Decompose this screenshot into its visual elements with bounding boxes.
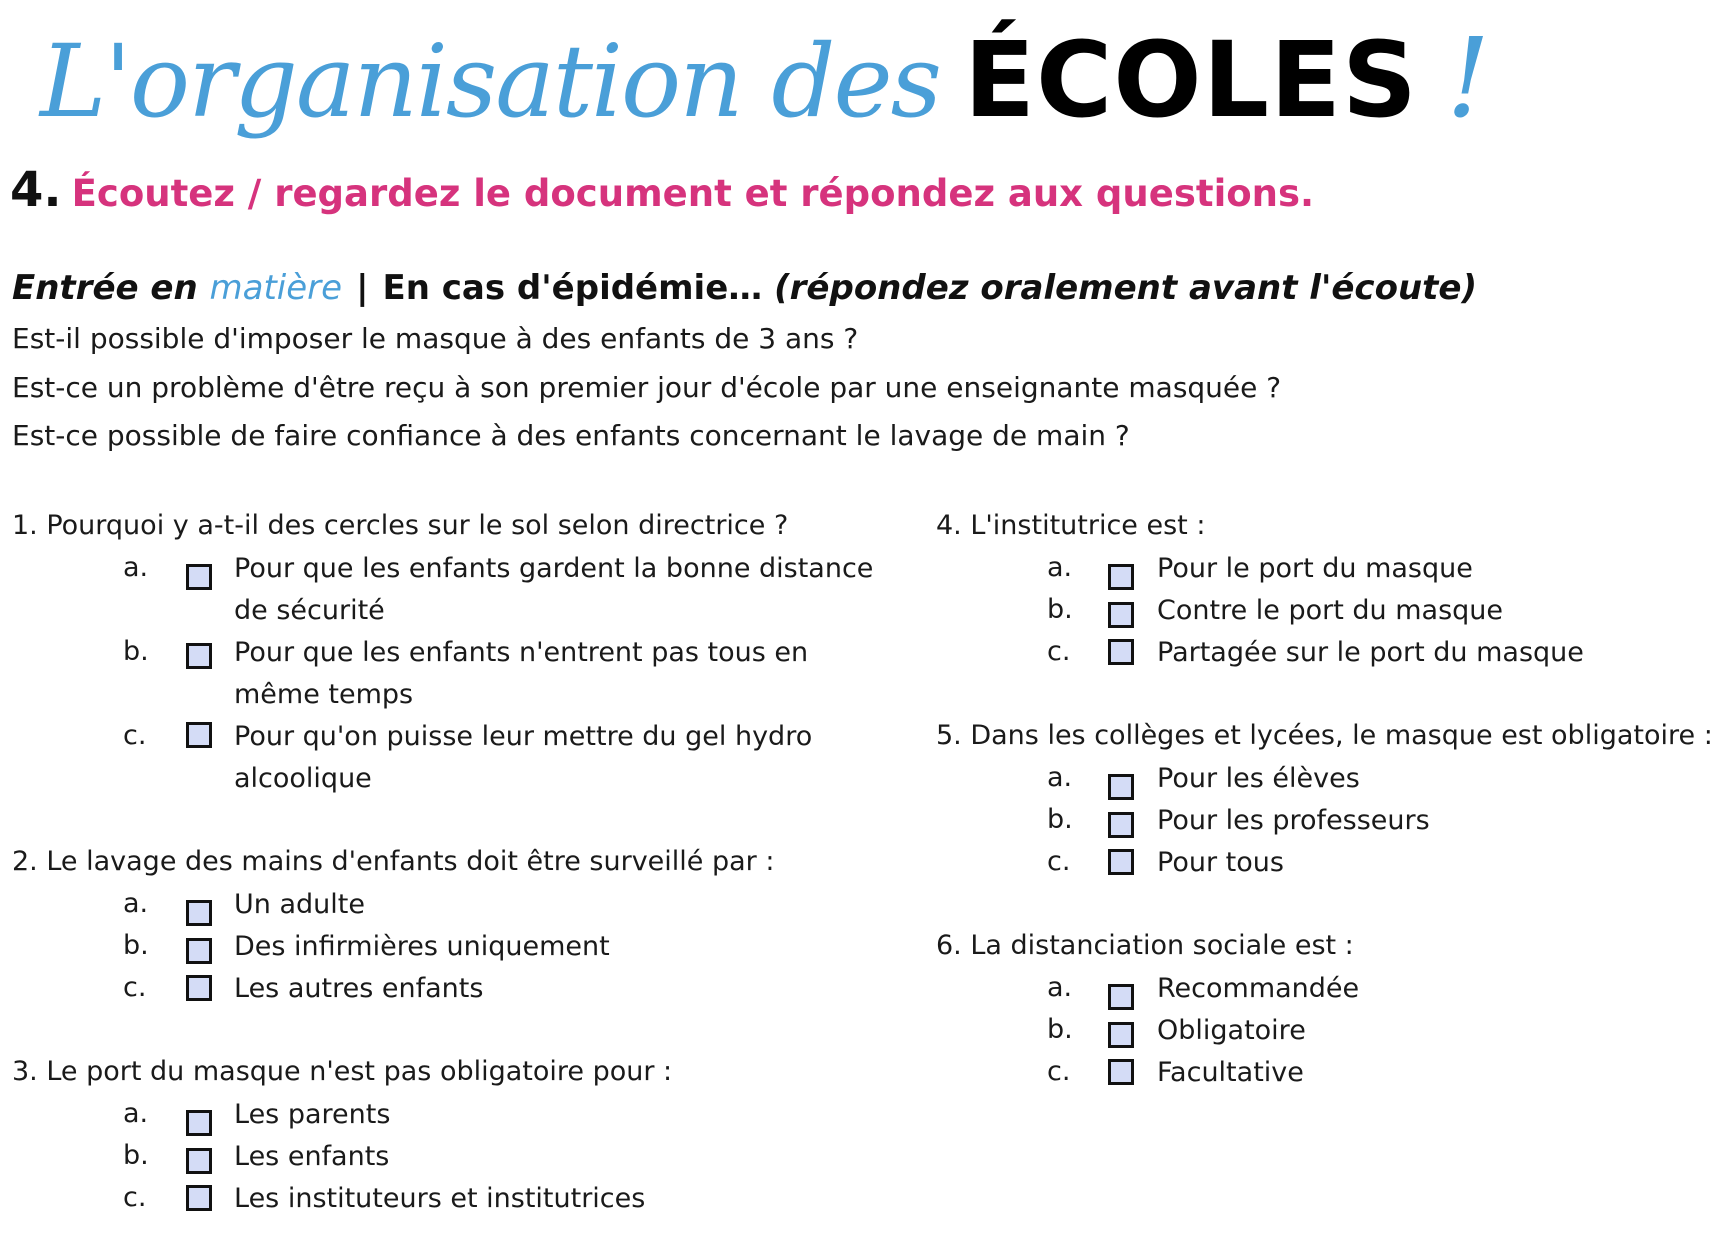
q4-option-c-text: Partagée sur le port du masque [1157,637,1584,668]
q5-option-a-text: Pour les élèves [1157,763,1360,794]
q2-option-c-letter: c. [123,972,147,1003]
intro-heading-part2: En cas d'épidémie… [382,268,763,308]
intro-heading-blue: matière [209,268,343,308]
q5-option-c-letter: c. [1047,846,1071,877]
intro-heading-part3: (répondez oralement avant l'écoute) [774,268,1478,308]
instruction-text: Écoutez / regardez le document et répondez aux questions. [71,172,1315,215]
q3-option-c-letter: c. [123,1182,147,1213]
q6-option-a-text: Recommandée [1157,973,1360,1004]
q1-option-a-letter: a. [123,552,149,583]
q1-option-c-checkbox[interactable] [186,722,212,748]
page-title [40,8,1680,148]
q6-option-c-letter: c. [1047,1056,1071,1087]
q3-option-c-text: Les instituteurs et institutrices [234,1183,646,1214]
q2-option-a-checkbox[interactable] [186,900,212,926]
q3-option-b-text: Les enfants [234,1141,390,1172]
intro-question-2: Est-ce un problème d'être reçu à son premier jour d'école par une enseignante masquée ? [12,371,1282,404]
q2-option-b-checkbox[interactable] [186,938,212,964]
question-1: 1. Pourquoi y a-t-il des cercles sur le sol selon directrice ? [12,510,789,541]
intro-heading-part1: Entrée en [12,268,198,308]
q6-option-c-checkbox[interactable] [1108,1059,1134,1085]
q3-option-a-letter: a. [123,1098,149,1129]
q2-option-a-text: Un adulte [234,889,365,920]
q2-option-b-letter: b. [123,930,149,961]
title-exclamation: ! [1445,14,1491,142]
q6-option-a-letter: a. [1047,972,1073,1003]
q4-option-b-letter: b. [1047,594,1073,625]
q1-option-c-text: Pour qu'on puisse leur mettre du gel hydro alcoolique [234,721,813,794]
q6-option-b-checkbox[interactable] [1108,1022,1134,1048]
q6-option-a-checkbox[interactable] [1108,984,1134,1010]
q1-option-a-text: Pour que les enfants gardent la bonne distance de sécurité [234,553,874,626]
q5-option-b-text: Pour les professeurs [1157,805,1430,836]
q2-option-a-letter: a. [123,888,149,919]
question-4: 4. L'institutrice est : [936,510,1206,541]
q3-option-a-text: Les parents [234,1099,391,1130]
intro-heading [12,268,1477,308]
intro-heading-separator: | [356,268,369,308]
instruction-number: 4. [10,162,62,218]
q1-option-b-checkbox[interactable] [186,643,212,669]
q6-option-b-letter: b. [1047,1014,1073,1045]
question-5: 5. Dans les collèges et lycées, le masque est obligatoire : [936,720,1713,751]
q1-option-b-text: Pour que les enfants n'entrent pas tous en même temps [234,637,809,710]
q3-option-c-checkbox[interactable] [186,1185,212,1211]
q2-option-b-text: Des infirmières uniquement [234,931,610,962]
q6-option-c-text: Facultative [1157,1057,1304,1088]
q1-option-c-letter: c. [123,720,147,751]
q5-option-a-checkbox[interactable] [1108,774,1134,800]
q4-option-c-letter: c. [1047,636,1071,667]
q2-option-c-text: Les autres enfants [234,973,484,1004]
q3-option-a-checkbox[interactable] [186,1110,212,1136]
q5-option-a-letter: a. [1047,762,1073,793]
q4-option-a-checkbox[interactable] [1108,564,1134,590]
q4-option-b-checkbox[interactable] [1108,602,1134,628]
title-script: L'organisation des [40,23,940,140]
instruction [10,162,1314,218]
q3-option-b-checkbox[interactable] [186,1148,212,1174]
q2-option-c-checkbox[interactable] [186,975,212,1001]
q4-option-a-letter: a. [1047,552,1073,583]
q1-option-a-checkbox[interactable] [186,564,212,590]
q4-option-b-text: Contre le port du masque [1157,595,1504,626]
question-2: 2. Le lavage des mains d'enfants doit être surveillé par : [12,846,775,877]
q4-option-c-checkbox[interactable] [1108,639,1134,665]
q5-option-b-letter: b. [1047,804,1073,835]
q3-option-b-letter: b. [123,1140,149,1171]
intro-question-3: Est-ce possible de faire confiance à des enfants concernant le lavage de main ? [12,419,1130,452]
q5-option-c-checkbox[interactable] [1108,849,1134,875]
q5-option-b-checkbox[interactable] [1108,812,1134,838]
q6-option-b-text: Obligatoire [1157,1015,1306,1046]
q4-option-a-text: Pour le port du masque [1157,553,1473,584]
intro-question-1: Est-il possible d'imposer le masque à des enfants de 3 ans ? [12,322,859,355]
question-6: 6. La distanciation sociale est : [936,930,1354,961]
question-3: 3. Le port du masque n'est pas obligatoire pour : [12,1056,673,1087]
q5-option-c-text: Pour tous [1157,847,1284,878]
title-bold: ÉCOLES [963,19,1418,141]
q1-option-b-letter: b. [123,636,149,667]
